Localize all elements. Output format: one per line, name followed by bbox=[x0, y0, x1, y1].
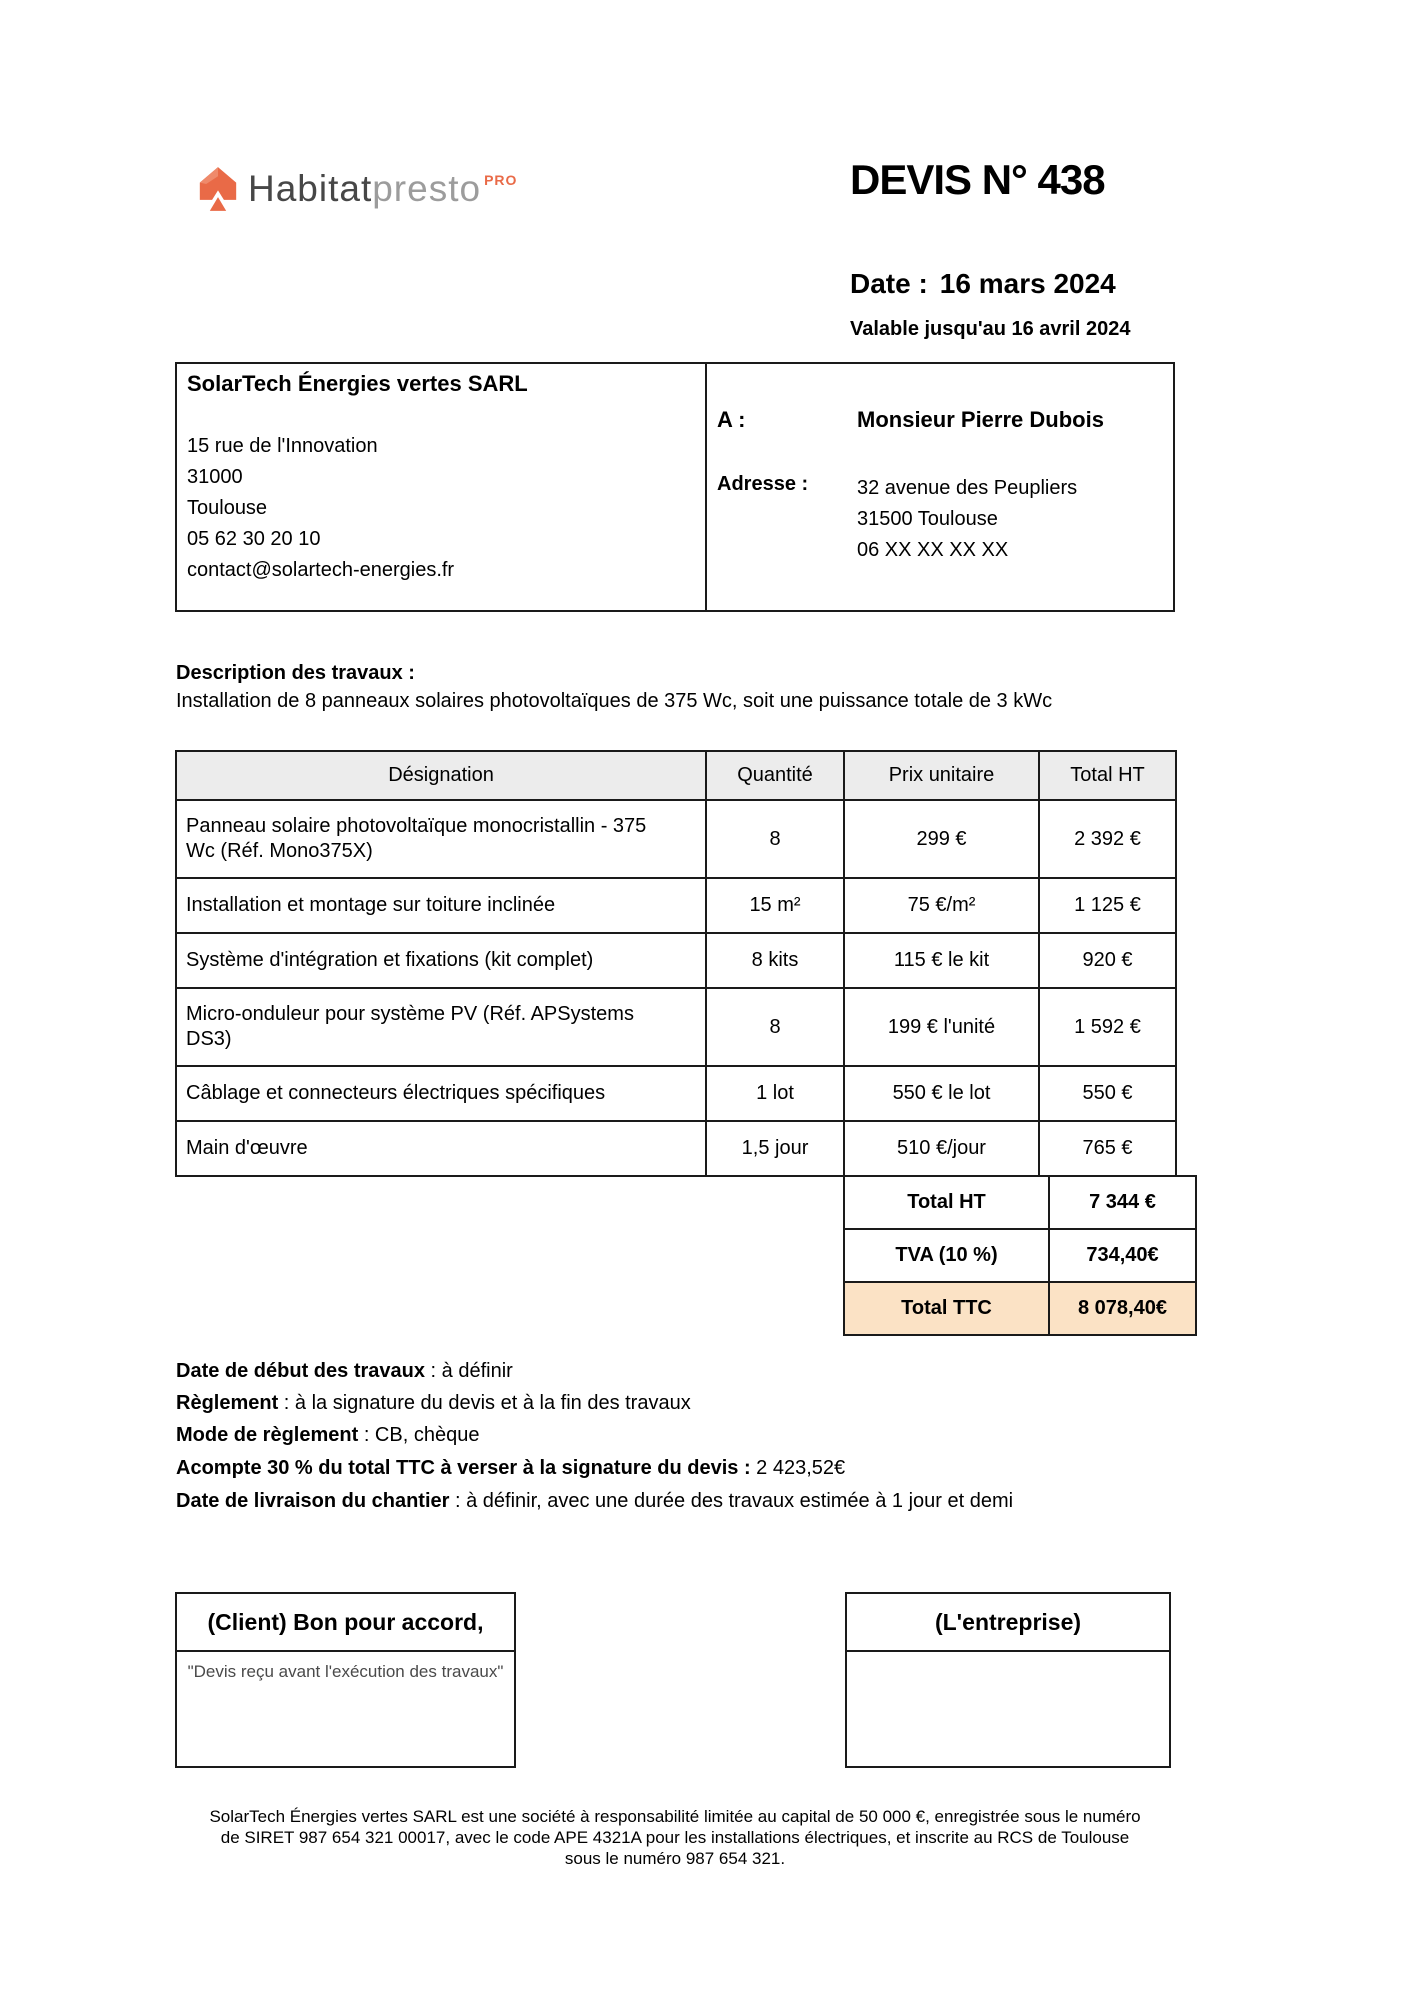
totals-table bbox=[843, 1175, 1197, 1336]
habitatpresto-logo bbox=[198, 158, 517, 214]
table-row bbox=[176, 933, 1176, 988]
item-designation: Main d'œuvre bbox=[176, 1121, 706, 1176]
table-row bbox=[176, 988, 1176, 1066]
quote-validity: Valable jusqu'au 16 avril 2024 bbox=[850, 318, 1131, 340]
table-row bbox=[176, 878, 1176, 933]
total-ht-label: Total HT bbox=[844, 1176, 1049, 1229]
company-postal-code: 31000 bbox=[187, 466, 243, 488]
company-city: Toulouse bbox=[187, 497, 268, 519]
item-designation: Câblage et connecteurs électriques spécifiques bbox=[176, 1066, 706, 1121]
total-ht-row bbox=[844, 1176, 1196, 1229]
client-address-line2: 31500 Toulouse bbox=[857, 508, 998, 530]
header-designation: Désignation bbox=[176, 751, 706, 800]
company-email: contact@solartech-energies.fr bbox=[187, 559, 455, 581]
habitatpresto-house-arrow-icon bbox=[198, 164, 238, 214]
company-name: SolarTech Énergies vertes SARL bbox=[187, 371, 528, 396]
table-row bbox=[176, 1121, 1176, 1176]
item-total: 920 € bbox=[1039, 933, 1176, 988]
items-section bbox=[175, 750, 1175, 1336]
terms-section bbox=[176, 1360, 1276, 1522]
total-ttc-row bbox=[844, 1282, 1196, 1335]
item-unit-price: 199 € l'unité bbox=[844, 988, 1039, 1066]
item-total: 1 592 € bbox=[1039, 988, 1176, 1066]
quote-date-label: Date : bbox=[850, 268, 928, 299]
logo-habitat-text: Habitat bbox=[248, 168, 373, 209]
item-quantity: 8 kits bbox=[706, 933, 844, 988]
company-signature-title: (L'entreprise) bbox=[847, 1594, 1169, 1652]
tva-label: TVA (10 %) bbox=[844, 1229, 1049, 1282]
item-quantity: 8 bbox=[706, 988, 844, 1066]
client-address-label: Adresse : bbox=[717, 473, 809, 495]
logo-pro-badge: PRO bbox=[484, 172, 518, 188]
client-signature-note: "Devis reçu avant l'exécution des travaux" bbox=[187, 1662, 504, 1681]
works-description-label: Description des travaux : bbox=[176, 662, 415, 684]
items-table bbox=[175, 750, 1177, 1177]
item-designation: Système d'intégration et fixations (kit complet) bbox=[176, 933, 706, 988]
term-deposit: Acompte 30 % du total TTC à verser à la signature du devis : 2 423,52€ bbox=[176, 1457, 846, 1479]
parties-section bbox=[175, 362, 1175, 612]
item-total: 550 € bbox=[1039, 1066, 1176, 1121]
item-unit-price: 550 € le lot bbox=[844, 1066, 1039, 1121]
company-info-box bbox=[177, 364, 707, 610]
client-phone: 06 XX XX XX XX bbox=[857, 539, 1009, 561]
quote-number-title: DEVIS N° 438 bbox=[850, 156, 1105, 203]
company-signature-box bbox=[845, 1592, 1171, 1768]
total-ht-value: 7 344 € bbox=[1049, 1176, 1196, 1229]
item-quantity: 1 lot bbox=[706, 1066, 844, 1121]
client-info-box bbox=[707, 364, 1173, 610]
item-designation: Panneau solaire photovoltaïque monocristallin - 375 Wc (Réf. Mono375X) bbox=[176, 800, 706, 878]
item-designation: Micro-onduleur pour système PV (Réf. APSystems DS3) bbox=[176, 988, 706, 1066]
total-ttc-value: 8 078,40€ bbox=[1049, 1282, 1196, 1335]
item-total: 1 125 € bbox=[1039, 878, 1176, 933]
tva-value: 734,40€ bbox=[1049, 1229, 1196, 1282]
header-unit-price: Prix unitaire bbox=[844, 751, 1039, 800]
term-payment: Règlement : à la signature du devis et à la fin des travaux bbox=[176, 1392, 691, 1414]
term-delivery-date: Date de livraison du chantier : à définir, avec une durée des travaux estimée à 1 jour et demi bbox=[176, 1490, 1014, 1512]
total-ttc-label: Total TTC bbox=[844, 1282, 1049, 1335]
item-quantity: 1,5 jour bbox=[706, 1121, 844, 1176]
item-unit-price: 299 € bbox=[844, 800, 1039, 878]
works-description bbox=[176, 662, 1226, 713]
header-total-ht: Total HT bbox=[1039, 751, 1176, 800]
header-quantity: Quantité bbox=[706, 751, 844, 800]
item-total: 2 392 € bbox=[1039, 800, 1176, 878]
company-phone: 05 62 30 20 10 bbox=[187, 528, 321, 550]
item-designation: Installation et montage sur toiture inclinée bbox=[176, 878, 706, 933]
item-quantity: 15 m² bbox=[706, 878, 844, 933]
term-payment-method: Mode de règlement : CB, chèque bbox=[176, 1424, 480, 1446]
logo-wordmark bbox=[248, 158, 517, 211]
company-signature-area bbox=[847, 1652, 1169, 1662]
quote-date bbox=[850, 268, 1116, 300]
quote-date-value: 16 mars 2024 bbox=[939, 268, 1116, 299]
item-unit-price: 115 € le kit bbox=[844, 933, 1039, 988]
item-quantity: 8 bbox=[706, 800, 844, 878]
works-description-text: Installation de 8 panneaux solaires photovoltaïques de 375 Wc, soit une puissance totale de 3 kWc bbox=[176, 690, 1053, 712]
client-signature-box bbox=[175, 1592, 516, 1768]
table-row bbox=[176, 800, 1176, 878]
term-start-date: Date de début des travaux : à définir bbox=[176, 1360, 513, 1382]
legal-footer-text: SolarTech Énergies vertes SARL est une société à responsabilité limitée au capital de 50 000 €, enregistrée sous le numéro de SIRET 987 654 321 00017, avec le code APE 4321A pour les installations électriques, et inscrite au RCS de Toulouse sous le numéro 987 654 321. bbox=[209, 1807, 1141, 1868]
item-unit-price: 75 €/m² bbox=[844, 878, 1039, 933]
client-name: Monsieur Pierre Dubois bbox=[857, 407, 1104, 432]
items-header-row bbox=[176, 751, 1176, 800]
table-row bbox=[176, 1066, 1176, 1121]
client-signature-title: (Client) Bon pour accord, bbox=[177, 1594, 514, 1652]
tva-row bbox=[844, 1229, 1196, 1282]
item-unit-price: 510 €/jour bbox=[844, 1121, 1039, 1176]
company-address: 15 rue de l'Innovation bbox=[187, 435, 378, 457]
client-to-label: A : bbox=[717, 407, 746, 432]
client-address-line1: 32 avenue des Peupliers bbox=[857, 477, 1078, 499]
item-total: 765 € bbox=[1039, 1121, 1176, 1176]
logo-presto-text: presto bbox=[372, 168, 482, 209]
